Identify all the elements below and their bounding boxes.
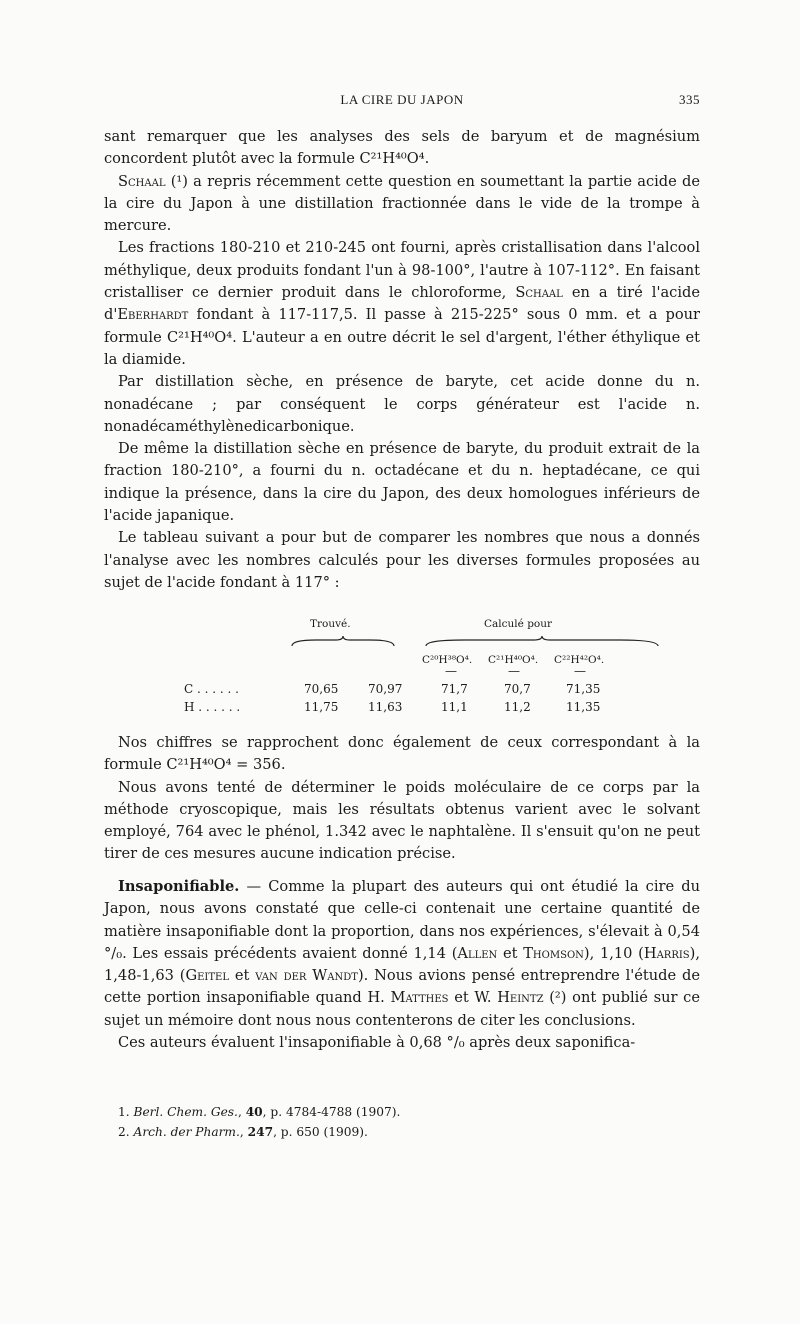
text-after-table xyxy=(104,732,700,866)
footnote: 2. Arch. der Pharm., 247, p. 650 (1909). xyxy=(118,1125,368,1139)
row-label-c: C . . . . . . xyxy=(184,682,239,696)
paragraph: sant remarquer que les analyses des sels de baryum et de magnésium concordent plutôt avec la formule C²¹H⁴⁰O⁴. xyxy=(104,128,700,168)
paragraph: Insaponifiable. — Comme la plupart des auteurs qui ont étudié la cire du Japon, nous avons constaté que celle-ci contenait une certaine quantité de matière insaponifiable dont la proportion, dans nos expériences, s'élevait à 0,54 °/₀. Les essais précédents avaient donné 1,14 (Allen et Thomson), 1,10 (Harris), 1,48-1,63 (Geitel et van der Wandt). Nous avions pensé entreprendre l'étude de cette portion insaponifiable quand H. Matthes et W. Heintz (²) ont publié sur ce sujet un mémoire dont nous nous contenterons de citer les conclusions. xyxy=(104,878,700,1029)
header-trouve: Trouvé. xyxy=(310,618,351,630)
cell: 70,97 xyxy=(368,682,403,696)
paragraph: Le tableau suivant a pour but de comparer les nombres que nous a donnés l'analyse avec les nombres calculés pour les diverses formules proposées au sujet de l'acide fondant à 117° : xyxy=(104,529,700,591)
paragraph: Nous avons tenté de déterminer le poids moléculaire de ce corps par la méthode cryoscopique, mais les résultats obtenus varient avec le solvant employé, 764 avec le phénol, 1.342 avec le naphtalène. Il s'ensuit qu'on ne peut tirer de ces mesures aucune indication précise. xyxy=(104,778,700,863)
cell: 11,75 xyxy=(304,700,339,714)
paragraph: Schaal (¹) a repris récemment cette question en soumettant la partie acide de la cire du Japon à une distillation fractionnée dans le vide de la trompe à mercure. xyxy=(104,172,700,235)
cell: 70,7 xyxy=(504,682,531,696)
paragraph: Ces auteurs évaluent l'insaponifiable à 0,68 °/₀ après deux saponifica- xyxy=(118,1034,636,1052)
cell: 11,2 xyxy=(504,700,531,714)
author-name: van der Wandt xyxy=(255,967,358,985)
paragraph: Les fractions 180-210 et 210-245 ont fourni, après cristallisation dans l'alcool méthylique, deux produits fondant l'un à 98-100°, l'autre à 107-112°. En faisant cristalliser ce dernier produit dans le chloroforme, Schaal en a tiré l'acide d'Eberhardt fondant à 117-117,5. Il passe à 215-225° sous 0 mm. et a pour formule C²¹H⁴⁰O⁴. L'auteur a en outre décrit le sel d'argent, l'éther éthylique et la diamide. xyxy=(104,239,701,368)
comparison-table xyxy=(104,616,700,724)
author-name: Thomson xyxy=(523,944,584,962)
author-name: Eberhardt xyxy=(117,306,189,324)
running-title: LA CIRE DU JAPON xyxy=(340,92,464,107)
dash: — xyxy=(445,664,457,678)
cell: 11,1 xyxy=(441,700,468,714)
dash: — xyxy=(508,664,520,678)
main-text xyxy=(104,126,700,594)
formula-c22: C²²H⁴²O⁴. xyxy=(554,654,605,666)
row-label-h: H . . . . . . xyxy=(184,700,241,714)
insaponifiable-section xyxy=(104,876,700,1054)
footnote: 1. Berl. Chem. Ges., 40, p. 4784-4788 (1907). xyxy=(118,1105,401,1119)
running-header xyxy=(104,92,700,114)
dash: — xyxy=(574,664,586,678)
header-calcule: Calculé pour xyxy=(484,618,553,630)
paragraph: De même la distillation sèche en présence de baryte, du produit extrait de la fraction 180-210°, a fourni du n. octadécane et du n. heptadécane, ce qui indique la présence, dans la cire du Japon, des deux homologues inférieurs de l'acide japanique. xyxy=(104,440,700,525)
cell: 71,7 xyxy=(441,682,468,696)
brace-trouve-icon xyxy=(290,636,396,648)
author-name: Schaal xyxy=(118,172,166,190)
cell: 70,65 xyxy=(304,682,339,696)
author-name: Allen xyxy=(457,944,498,962)
brace-calcule-icon xyxy=(424,636,660,648)
cell: 71,35 xyxy=(566,682,601,696)
section-heading: Insaponifiable. xyxy=(118,878,240,895)
author-name: Schaal xyxy=(515,284,563,302)
author-name: Heintz xyxy=(497,989,544,1007)
author-name: Harris xyxy=(643,944,690,962)
formula-c21: C²¹H⁴⁰O⁴. xyxy=(488,654,539,666)
cell: 11,63 xyxy=(368,700,403,714)
author-name: Geitel xyxy=(185,967,229,985)
footnotes xyxy=(104,1102,700,1142)
paragraph: Par distillation sèche, en présence de baryte, cet acide donne du n. nonadécane ; par conséquent le corps générateur est l'acide n. nonadécaméthylènedicarbonique. xyxy=(104,373,700,435)
author-name: Matthes xyxy=(390,989,449,1007)
cell: 11,35 xyxy=(566,700,601,714)
page-number: 335 xyxy=(679,92,700,107)
formula-c20: C²⁰H³⁸O⁴. xyxy=(422,654,473,666)
paragraph: Nos chiffres se rapprochent donc également de ceux correspondant à la formule C²¹H⁴⁰O⁴ = 356. xyxy=(104,734,700,774)
